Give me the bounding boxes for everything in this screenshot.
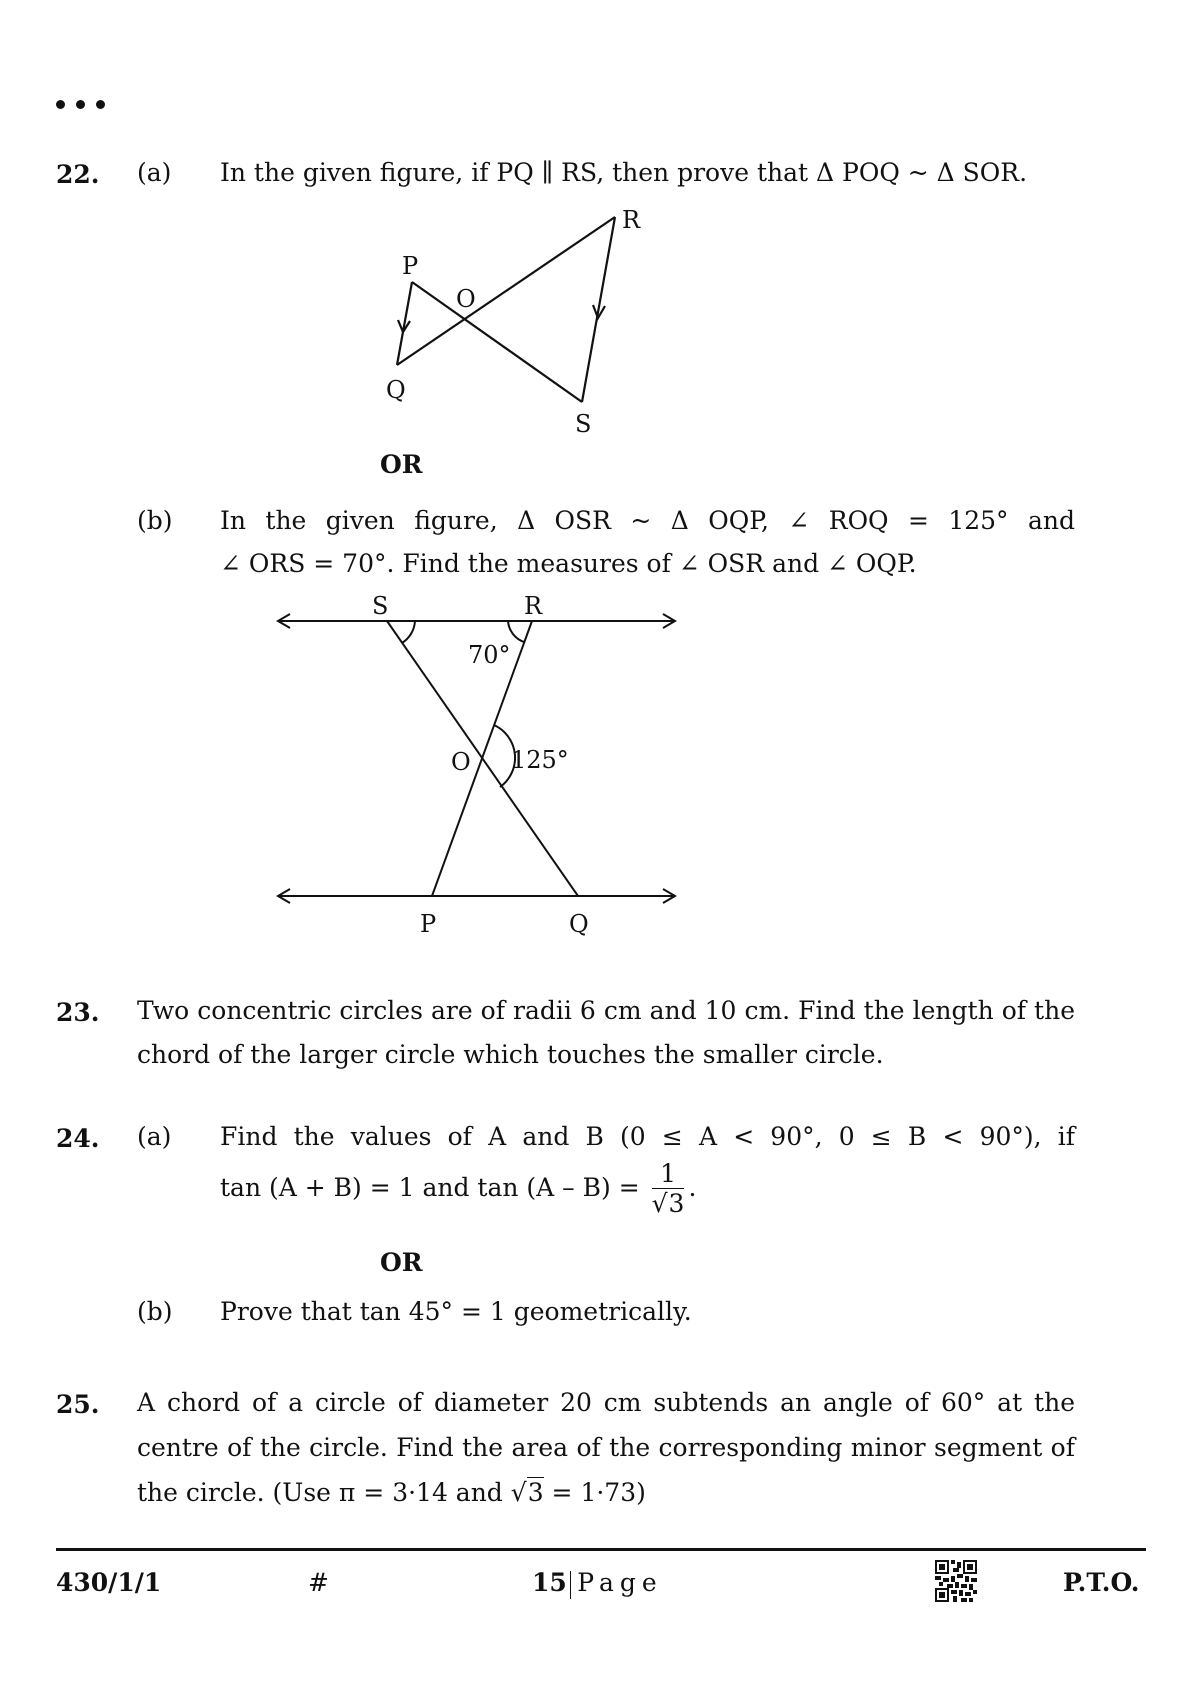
page-word: Page [577, 1568, 663, 1597]
q22a-text: In the given figure, if PQ ∥ RS, then prove that Δ POQ ~ Δ SOR. [220, 158, 1028, 187]
label-r: R [524, 592, 543, 620]
q25-line1-text: A chord of a circle of diameter 20 cm subtends an angle of 60° at the [137, 1388, 1075, 1417]
q25-line2-text: centre of the circle. Find the area of the corresponding minor segment of [137, 1433, 1075, 1462]
fraction [652, 1160, 685, 1219]
label-r: R [622, 206, 641, 234]
q23-line2: chord of the larger circle which touches the smaller circle. [137, 1040, 884, 1069]
part-label-b: (b) [137, 506, 173, 535]
period: . [688, 1173, 697, 1202]
fraction-denominator: √3 [651, 1189, 685, 1218]
label-s: S [575, 410, 592, 438]
question-number-25: 25. [56, 1390, 100, 1419]
sqrt-radicand: 3 [527, 1478, 544, 1507]
page-separator [570, 1571, 572, 1599]
question-number-23: 23. [56, 998, 100, 1027]
q24a-equation: tan (A + B) = 1 and tan (A – B) = [220, 1173, 640, 1202]
fraction-numerator: 1 [652, 1160, 685, 1189]
pto-label: P.T.O. [1063, 1568, 1140, 1597]
part-label-a: (a) [137, 158, 172, 187]
part-label-b: (b) [137, 1297, 173, 1326]
q22b-line1-text: In the given figure, Δ OSR ~ Δ OQP, ∠ ROQ = 125° and [220, 506, 1075, 535]
q24a-line1-text: Find the values of A and B (0 ≤ A < 90°, 0 ≤ B < 90°), if [220, 1122, 1075, 1151]
sqrt-symbol: √ [510, 1478, 527, 1507]
q24b-text: Prove that tan 45° = 1 geometrically. [220, 1297, 692, 1326]
label-o: O [456, 285, 476, 313]
q23-line1 [137, 996, 1075, 1026]
angle-roq-label: 125° [511, 746, 569, 774]
qr-code-icon [934, 1560, 978, 1602]
or-divider: OR [380, 450, 423, 479]
label-p: P [420, 910, 437, 938]
q25-line1 [137, 1388, 1075, 1418]
q23-line1-text: Two concentric circles are of radii 6 cm and 10 cm. Find the length of the [137, 996, 1075, 1025]
or-divider: OR [380, 1248, 423, 1277]
q22b-line2: ∠ ORS = 70°. Find the measures of ∠ OSR and ∠ OQP. [220, 549, 917, 578]
q25-line3-start: the circle. (Use π = 3·14 and [137, 1478, 511, 1507]
q25-line2 [137, 1433, 1075, 1463]
label-q: Q [569, 910, 589, 938]
q24a-line2 [220, 1160, 696, 1219]
label-p: P [402, 252, 419, 280]
q24a-line1 [220, 1122, 1075, 1152]
paper-code: 430/1/1 [56, 1568, 162, 1597]
hash-mark: # [308, 1568, 329, 1597]
label-o: O [451, 748, 471, 776]
footer-rule [56, 1548, 1146, 1551]
page-number: 15 [532, 1568, 567, 1597]
label-s: S [372, 592, 389, 620]
question-number-24: 24. [56, 1124, 100, 1153]
part-label-a: (a) [137, 1122, 172, 1151]
sqrt-radicand: 3 [668, 1189, 685, 1218]
page-indicator [532, 1568, 663, 1599]
angle-ors-label: 70° [468, 641, 511, 669]
q25-line3-end: = 1·73) [543, 1478, 646, 1507]
q25-line3 [137, 1478, 646, 1508]
question-number-22: 22. [56, 160, 100, 189]
label-q: Q [386, 376, 406, 404]
